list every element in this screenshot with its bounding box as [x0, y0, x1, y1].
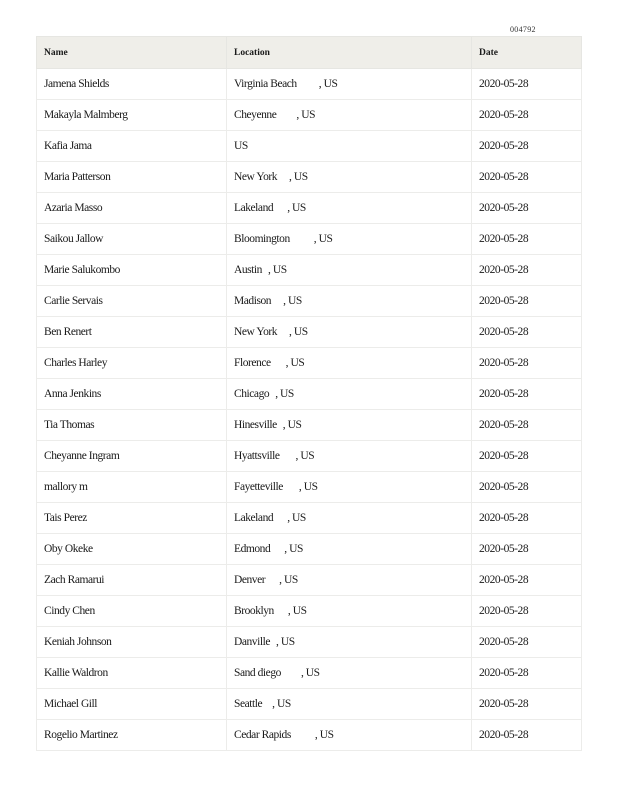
signed-date: 2020-05-28: [472, 534, 582, 565]
signer-name: Oby Okeke: [37, 534, 227, 565]
table-row: [37, 193, 582, 224]
table-row: [37, 100, 582, 131]
signer-name: Charles Harley: [37, 348, 227, 379]
signed-date: 2020-05-28: [472, 162, 582, 193]
signer-location: [227, 503, 472, 534]
signer-name: Makayla Malmberg: [37, 100, 227, 131]
table-row: [37, 317, 582, 348]
signer-location: [227, 410, 472, 441]
signed-date: 2020-05-28: [472, 286, 582, 317]
signed-date: 2020-05-28: [472, 69, 582, 100]
location-city: Denver: [234, 574, 266, 586]
signed-date: 2020-05-28: [472, 224, 582, 255]
signer-location: [227, 69, 472, 100]
location-country: , US: [289, 171, 308, 183]
signed-date: 2020-05-28: [472, 193, 582, 224]
table-row: [37, 410, 582, 441]
signer-location: [227, 286, 472, 317]
signed-date: 2020-05-28: [472, 410, 582, 441]
location-city: Chicago: [234, 388, 270, 400]
signer-name: Maria Patterson: [37, 162, 227, 193]
location-city: New York: [234, 326, 278, 338]
table-row: [37, 503, 582, 534]
signed-date: 2020-05-28: [472, 255, 582, 286]
signer-location: [227, 565, 472, 596]
signer-location: [227, 348, 472, 379]
signer-name: Azaria Masso: [37, 193, 227, 224]
signer-name: mallory m: [37, 472, 227, 503]
location-city: Lakeland: [234, 512, 274, 524]
signer-name: Tais Perez: [37, 503, 227, 534]
location-country: , US: [287, 605, 307, 617]
signer-location: [227, 720, 472, 751]
signer-name: Keniah Johnson: [37, 627, 227, 658]
signer-location: [227, 317, 472, 348]
location-city: New York: [234, 171, 278, 183]
location-country: , US: [279, 574, 298, 586]
table-row: [37, 534, 582, 565]
signer-location: [227, 472, 472, 503]
signed-date: 2020-05-28: [472, 596, 582, 627]
location-city: Fayetteville: [234, 481, 283, 493]
location-city: Hyattsville: [234, 450, 280, 462]
table-row: [37, 627, 582, 658]
location-country: , US: [295, 450, 315, 462]
table-row: [37, 131, 582, 162]
signed-date: 2020-05-28: [472, 565, 582, 596]
signer-name: Marie Salukombo: [37, 255, 227, 286]
signer-location: [227, 441, 472, 472]
location-country: , US: [267, 264, 287, 276]
signed-date: 2020-05-28: [472, 689, 582, 720]
signer-name: Anna Jenkins: [37, 379, 227, 410]
signer-location: [227, 224, 472, 255]
signer-name: Rogelio Martinez: [37, 720, 227, 751]
location-country: , US: [282, 419, 302, 431]
location-country: , US: [283, 295, 302, 307]
location-city: Sand diego: [234, 667, 281, 679]
signer-location: [227, 255, 472, 286]
column-header-name: Name: [37, 37, 227, 69]
table-row: [37, 472, 582, 503]
location-country: , US: [314, 729, 334, 741]
signer-location: [227, 534, 472, 565]
signer-location: [227, 689, 472, 720]
signer-name: Cindy Chen: [37, 596, 227, 627]
signed-date: 2020-05-28: [472, 348, 582, 379]
location-city: Brooklyn: [234, 605, 274, 617]
signed-date: 2020-05-28: [472, 720, 582, 751]
location-country: , US: [287, 512, 306, 524]
table-body: [37, 69, 582, 751]
signer-location: [227, 162, 472, 193]
table-row: [37, 286, 582, 317]
signer-location: [227, 193, 472, 224]
location-country: , US: [284, 543, 303, 555]
signed-date: 2020-05-28: [472, 379, 582, 410]
table-row: [37, 255, 582, 286]
location-city: Austin: [234, 264, 262, 276]
location-city: Seattle: [234, 698, 263, 710]
signed-date: 2020-05-28: [472, 317, 582, 348]
signer-name: Zach Ramarui: [37, 565, 227, 596]
signed-date: 2020-05-28: [472, 100, 582, 131]
location-country: , US: [276, 636, 295, 648]
table-row: [37, 596, 582, 627]
signer-name: Michael Gill: [37, 689, 227, 720]
location-city: Bloomington: [234, 233, 290, 245]
signer-location: [227, 596, 472, 627]
location-city: Cedar Rapids: [234, 729, 291, 741]
signer-name: Tia Thomas: [37, 410, 227, 441]
table-row: [37, 69, 582, 100]
signed-date: 2020-05-28: [472, 472, 582, 503]
signer-location: [227, 379, 472, 410]
location-city: Virginia Beach: [234, 78, 297, 90]
signed-date: 2020-05-28: [472, 658, 582, 689]
signed-date: 2020-05-28: [472, 131, 582, 162]
location-city: Edmond: [234, 543, 271, 555]
signer-location: [227, 658, 472, 689]
signer-name: Saikou Jallow: [37, 224, 227, 255]
signed-date: 2020-05-28: [472, 627, 582, 658]
table-header-row: [37, 37, 582, 69]
location-country: , US: [300, 667, 320, 679]
signer-name: Ben Renert: [37, 317, 227, 348]
location-city: Danville: [234, 636, 270, 648]
signed-date: 2020-05-28: [472, 441, 582, 472]
signer-location: [227, 100, 472, 131]
location-country: , US: [272, 698, 291, 710]
table-row: [37, 658, 582, 689]
signer-name: Jamena Shields: [37, 69, 227, 100]
table-row: [37, 162, 582, 193]
signers-table: [36, 36, 582, 751]
table-row: [37, 565, 582, 596]
location-city: Lakeland: [234, 202, 274, 214]
location-city: Florence: [234, 357, 271, 369]
document-id: 004792: [510, 25, 536, 34]
location-country: , US: [287, 202, 306, 214]
location-city: Cheyenne: [234, 109, 277, 121]
location-city: Madison: [234, 295, 272, 307]
table-row: [37, 224, 582, 255]
signer-location: [227, 627, 472, 658]
location-country: , US: [289, 326, 308, 338]
signer-location: [227, 131, 472, 162]
location-country: , US: [275, 388, 294, 400]
table-row: [37, 441, 582, 472]
signed-date: 2020-05-28: [472, 503, 582, 534]
signer-name: Kallie Waldron: [37, 658, 227, 689]
location-country: US: [234, 140, 248, 152]
location-country: , US: [285, 357, 305, 369]
location-country: , US: [298, 481, 318, 493]
table-row: [37, 348, 582, 379]
signer-name: Carlie Servais: [37, 286, 227, 317]
signer-name: Kafia Jama: [37, 131, 227, 162]
signer-name: Cheyanne Ingram: [37, 441, 227, 472]
table-row: [37, 379, 582, 410]
table-row: [37, 689, 582, 720]
table-row: [37, 720, 582, 751]
location-country: , US: [313, 233, 333, 245]
location-city: Hinesville: [234, 419, 277, 431]
column-header-location: Location: [227, 37, 472, 69]
column-header-date: Date: [472, 37, 582, 69]
location-country: , US: [318, 78, 338, 90]
location-country: , US: [296, 109, 316, 121]
